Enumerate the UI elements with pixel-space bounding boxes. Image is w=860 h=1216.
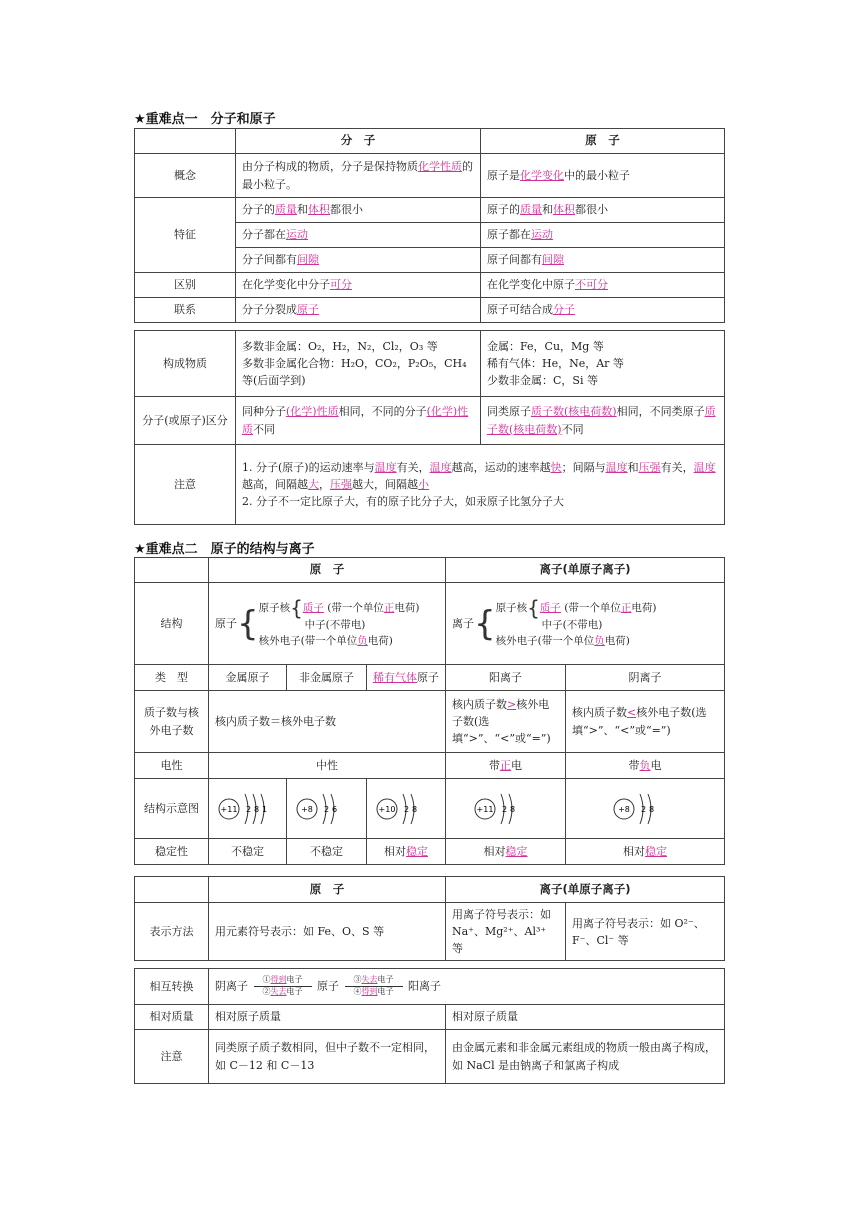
row-label-diagram: 结构示意图	[135, 779, 209, 839]
electron-count: 8	[509, 804, 515, 814]
feature-molecule-2: 分子都在运动	[236, 223, 481, 248]
concept-atom: 原子是化学变化中的最小粒子	[481, 154, 725, 198]
row-label-relation: 联系	[135, 298, 236, 323]
brace-icon: {	[527, 596, 540, 621]
type-nonmetal-atom: 非金属原子	[287, 665, 367, 691]
electron-count: 2	[404, 804, 410, 814]
feature-atom-1: 原子的质量和体积都很小	[481, 198, 725, 223]
representation-atom: 用元素符号表示：如 Fe、O、S 等	[209, 903, 446, 961]
empty-header-cell	[135, 129, 236, 154]
substance-molecule: 多数非金属：O₂，H₂，N₂，Cl₂，O₃ 等 多数非金属化合物：H₂O，CO₂，P₂O₅，CH₄ 等(后面学到)	[236, 331, 481, 397]
row-label-proton-electron: 质子数与核外电子数	[135, 691, 209, 753]
electron-count: 2	[641, 804, 647, 814]
row-label-type: 类 型	[135, 665, 209, 691]
nucleus-label: +10	[378, 804, 396, 814]
representation-table	[134, 876, 725, 961]
row-label-conversion: 相互转换	[135, 969, 209, 1005]
atom-diagram-oxygen	[293, 784, 363, 834]
distinguish-molecule: 同种分子(化学)性质相同，不同的分子(化学)性质不同	[236, 397, 481, 445]
empty-header-cell	[135, 558, 209, 583]
type-metal-atom: 金属原子	[209, 665, 287, 691]
brace-icon: {	[237, 603, 259, 644]
row-label-representation: 表示方法	[135, 903, 209, 961]
note-atom: 同类原子质子数相同，但中子数不一定相同，如 C－12 和 C－13	[209, 1030, 446, 1084]
stability-nonmetal: 不稳定	[287, 839, 367, 865]
conversion-arrow-1: ①得到电子 ②失去电子	[254, 976, 312, 997]
brace-icon: {	[474, 603, 496, 644]
note-1: 1. 分子(原子)的运动速率与温度有关，温度越高，运动的速率越快；间隔与温度和压强有关，温度越高，间隔越大，压强越大，间隔越小	[242, 460, 716, 491]
row-label-structure: 结构	[135, 583, 209, 665]
row-label-concept: 概念	[135, 154, 236, 198]
row-label-feature: 特征	[135, 198, 236, 273]
stability-metal: 不稳定	[209, 839, 287, 865]
molecule-atom-table-continued	[134, 330, 725, 525]
structure-ion: 离子 { 原子核{质子 (带一个单位正电荷) 中子(不带电) 核外电子(带一个单位负电荷)	[446, 583, 725, 665]
feature-atom-3: 原子间都有间隙	[481, 248, 725, 273]
type-anion: 阴离子	[566, 665, 725, 691]
electron-count: 2	[246, 804, 252, 814]
row-label-stability: 稳定性	[135, 839, 209, 865]
difference-atom: 在化学变化中原子不可分	[481, 273, 725, 298]
row-label-charge: 电性	[135, 753, 209, 779]
brace-icon: {	[290, 596, 303, 621]
electron-count: 8	[254, 804, 260, 814]
relative-mass-atom: 相对原子质量	[209, 1005, 446, 1030]
row-label-difference: 区别	[135, 273, 236, 298]
charge-cation: 带正电	[446, 753, 566, 779]
proton-electron-anion: 核内质子数<核外电子数(选填“>”、“<”或“=”)	[566, 691, 725, 753]
electron-count: 6	[332, 804, 338, 814]
relative-mass-ion: 相对原子质量	[446, 1005, 725, 1030]
type-noble-gas-atom: 稀有气体原子	[367, 665, 446, 691]
row-label-note: 注意	[135, 1030, 209, 1084]
relation-molecule: 分子分裂成原子	[236, 298, 481, 323]
stability-anion: 相对稳定	[566, 839, 725, 865]
nucleus-label: +11	[476, 804, 493, 814]
diagram-cell	[446, 779, 566, 839]
ion-diagram-oxide	[610, 784, 680, 834]
note-2: 2. 分子不一定比原子大，有的原子比分子大，如汞原子比氢分子大	[242, 495, 564, 509]
feature-atom-2: 原子都在运动	[481, 223, 725, 248]
section2-title: ★重难点二 原子的结构与离子	[134, 542, 315, 557]
nucleus-label: +8	[301, 804, 313, 814]
concept-molecule: 由分子构成的物质，分子是保持物质化学性质的最小粒子。	[236, 154, 481, 198]
diagram-cell	[287, 779, 367, 839]
proton-electron-atom: 核内质子数＝核外电子数	[209, 691, 446, 753]
molecule-atom-table	[134, 128, 725, 323]
difference-molecule: 在化学变化中分子可分	[236, 273, 481, 298]
relation-atom: 原子可结合成分子	[481, 298, 725, 323]
electron-count: 8	[412, 804, 418, 814]
note-content	[236, 445, 725, 525]
row-label-distinguish: 分子(或原子)区分	[135, 397, 236, 445]
electron-count: 1	[262, 804, 268, 814]
atom-diagram-sodium	[215, 784, 285, 834]
header-atom: 原 子	[481, 129, 725, 154]
representation-cation: 用离子符号表示：如 Na⁺、Mg²⁺、Al³⁺ 等	[446, 903, 566, 961]
conversion-table	[134, 968, 725, 1084]
header-atom: 原 子	[209, 877, 446, 903]
header-atom: 原 子	[209, 558, 446, 583]
representation-anion: 用离子符号表示：如 O²⁻、F⁻、Cl⁻ 等	[566, 903, 725, 961]
distinguish-atom: 同类原子质子数(核电荷数)相同，不同类原子质子数(核电荷数)不同	[481, 397, 725, 445]
charge-anion: 带负电	[566, 753, 725, 779]
diagram-cell	[209, 779, 287, 839]
electron-count: 2	[324, 804, 330, 814]
substance-atom: 金属：Fe，Cu，Mg 等 稀有气体：He，Ne，Ar 等 少数非金属：C，Si 等	[481, 331, 725, 397]
conversion-arrow-2: ③失去电子 ④得到电子	[345, 976, 403, 997]
proton-electron-cation: 核内质子数>核外电子数(选填“>”、“<”或“=”)	[446, 691, 566, 753]
charge-atom: 中性	[209, 753, 446, 779]
stability-cation: 相对稳定	[446, 839, 566, 865]
feature-molecule-3: 分子间都有间隙	[236, 248, 481, 273]
nucleus-label: +8	[618, 804, 630, 814]
stability-noble: 相对稳定	[367, 839, 446, 865]
note-ion: 由金属元素和非金属元素组成的物质一般由离子构成，如 NaCl 是由钠离子和氯离子构成	[446, 1030, 725, 1084]
empty-header-cell	[135, 877, 209, 903]
diagram-cell	[367, 779, 446, 839]
row-label-substance: 构成物质	[135, 331, 236, 397]
nucleus-label: +11	[220, 804, 238, 814]
row-label-note: 注意	[135, 445, 236, 525]
atom-diagram-neon	[373, 784, 443, 834]
conversion-content: 阴离子 ①得到电子 ②失去电子 原子 ③失去电子 ④得到电子 阳离子	[209, 969, 725, 1005]
diagram-cell	[566, 779, 725, 839]
type-cation: 阳离子	[446, 665, 566, 691]
header-molecule: 分 子	[236, 129, 481, 154]
row-label-relative-mass: 相对质量	[135, 1005, 209, 1030]
header-ion: 离子(单原子离子)	[446, 558, 725, 583]
electron-count: 8	[649, 804, 655, 814]
section1-title: ★重难点一 分子和原子	[134, 112, 276, 127]
feature-molecule-1: 分子的质量和体积都很小	[236, 198, 481, 223]
atom-ion-table	[134, 557, 725, 865]
electron-count: 2	[501, 804, 507, 814]
header-ion: 离子(单原子离子)	[446, 877, 725, 903]
structure-atom: 原子 { 原子核{质子 (带一个单位正电荷) 中子(不带电) 核外电子(带一个单位负电荷)	[209, 583, 446, 665]
ion-diagram-sodium	[471, 784, 541, 834]
